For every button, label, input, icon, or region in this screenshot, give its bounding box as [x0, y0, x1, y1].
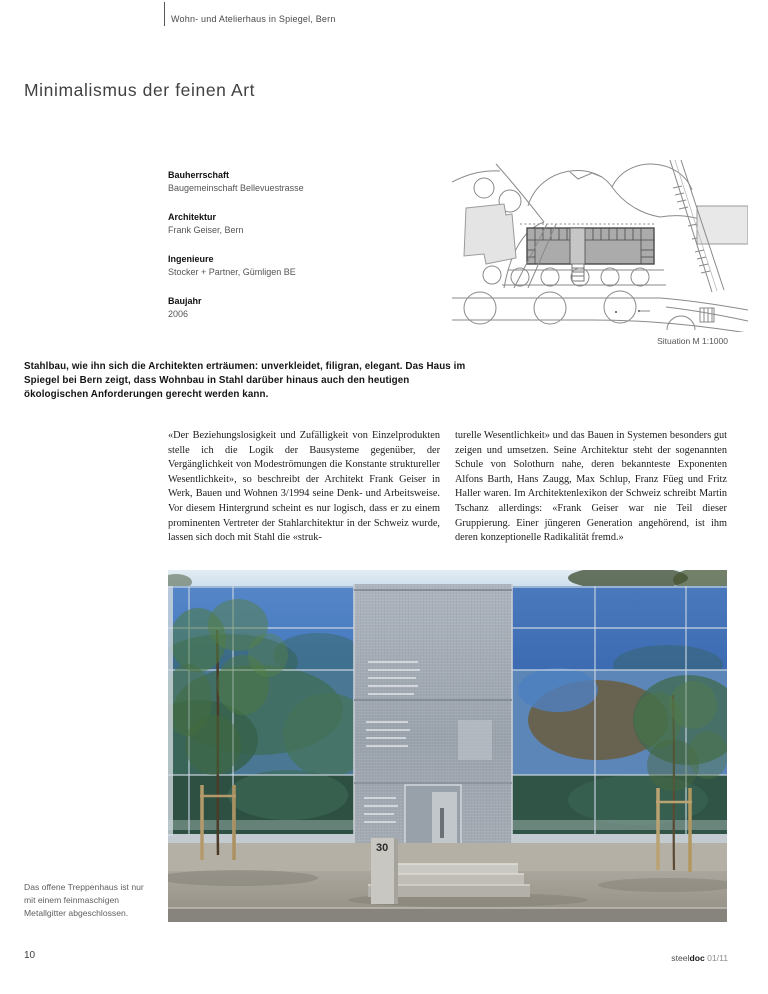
- photo-caption: Das offene Treppenhaus ist nur mit einem feinmaschigen Metallgitter abgeschlossen.: [24, 882, 144, 918]
- body-column-2: turelle Wesentlichkeit» und das Bauen in Systemen besonders gut zeigen und umsetzen. Seine Architektur steht der sogenannten Schule von Solothurn nahe, deren bekannteste Exponenten Alfons Barth, Hans Zaugg, Max Schlup, Franz Füeg und Fritz Haller waren. Im Architektenlexikon der Schweiz schreibt Martin Tschanz allerdings: «Frank Geiser war nie Teil dieser Gruppierung. Einer jüngeren Generation angehörend, ist ihm deren konzeptionelle Radikalität fremd.»: [455, 430, 727, 544]
- site-plan-caption: Situation M 1:1000: [657, 336, 728, 346]
- meta-label: Architektur: [168, 212, 217, 222]
- meta-value: Frank Geiser, Bern: [168, 225, 244, 235]
- meta-engineers: [168, 253, 398, 279]
- site-plan-drawing: [452, 160, 748, 332]
- lead-paragraph: Stahlbau, wie ihn sich die Architekten erträumen: unverkleidet, filigran, elegant. Das Haus im Spiegel bei Bern zeigt, dass Wohnbau in Stahl darüber hinaus auch den heutigen ökologischen Anforderungen gerecht werden kann.: [24, 361, 466, 400]
- body-column-1: «Der Beziehungslosigkeit und Zufälligkeit von Einzelprodukten stelle ich die Logik der Bausysteme gegenüber, der Vergänglichkeit von Modeströmungen die Konstante struktureller Wesentlichkeit», so beschreibt der Architekt Frank Geiser in Werk, Bauen und Wohnen 3/1994 seine Denk- und Arbeitsweise. Vor diesem Hintergrund scheint es nur logisch, dass er zu einem prominenten Vertreter der Stahlarchitektur in der Schweiz wurde, lassen sich doch mit Stahl die «struk-: [168, 430, 440, 544]
- imprint: [671, 953, 728, 963]
- meta-label: Baujahr: [168, 296, 202, 306]
- meta-value: Baugemeinschaft Bellevuestrasse: [168, 183, 304, 193]
- brand-doc: doc: [689, 953, 705, 963]
- issue-number: 01/11: [707, 953, 728, 963]
- body-text: [168, 429, 728, 546]
- meta-label: Ingenieure: [168, 254, 214, 264]
- page-number: 10: [24, 950, 36, 961]
- meta-architect: [168, 211, 398, 237]
- meta-client: [168, 169, 398, 195]
- meta-label: Bauherrschaft: [168, 170, 230, 180]
- meta-value: Stocker + Partner, Gümligen BE: [168, 267, 296, 277]
- project-meta: [168, 169, 398, 337]
- running-header-text: Wohn- und Atelierhaus in Spiegel, Bern: [171, 14, 336, 24]
- meta-year: [168, 295, 398, 321]
- page-title: Minimalismus der feinen Art: [24, 80, 256, 100]
- running-header: [164, 2, 336, 26]
- house-number: 30: [376, 842, 389, 854]
- brand-steel: steel: [671, 953, 690, 963]
- meta-value: 2006: [168, 309, 189, 319]
- building-photo: [168, 570, 727, 922]
